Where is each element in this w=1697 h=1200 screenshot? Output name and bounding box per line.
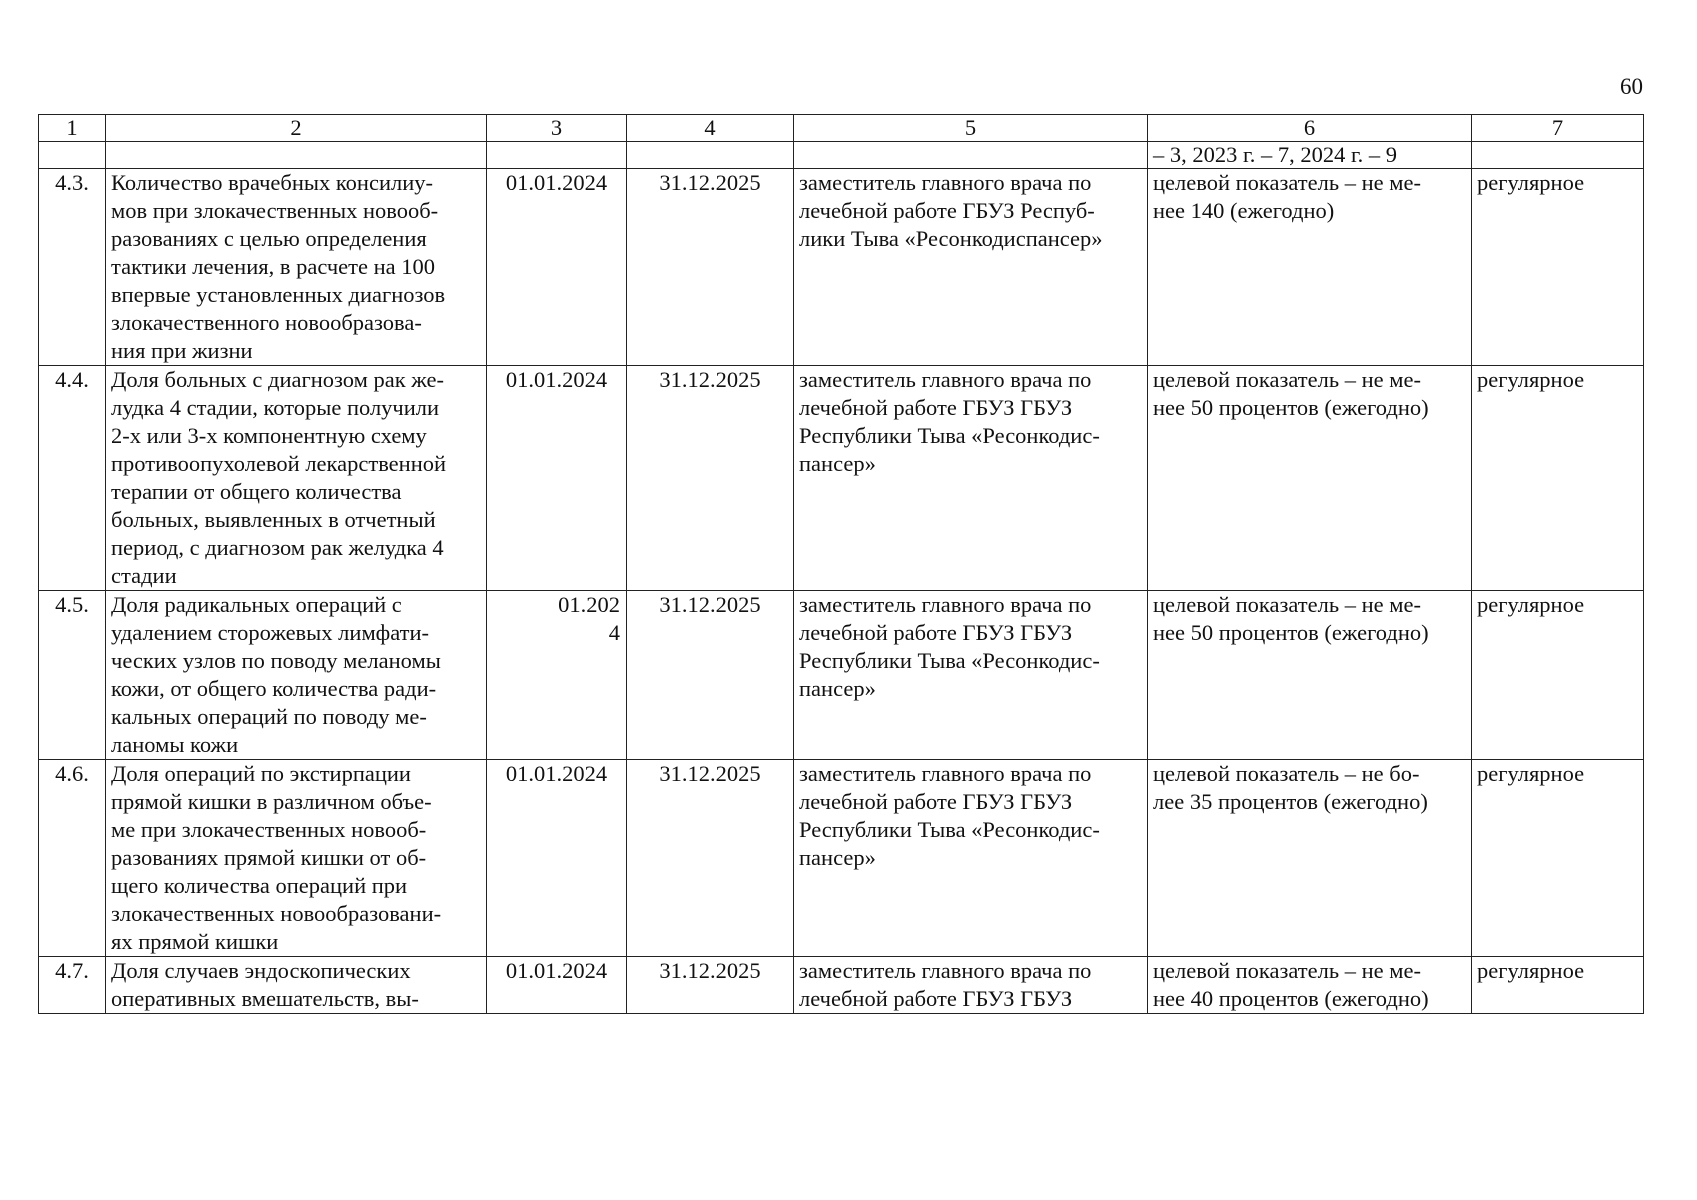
cont-cell-3 xyxy=(487,142,627,169)
measure-type: регулярное xyxy=(1472,591,1644,760)
start-date-line: 01.01.2024 xyxy=(505,367,608,392)
end-date: 31.12.2025 xyxy=(627,760,794,957)
header-row xyxy=(39,115,1644,142)
cont-cell-2 xyxy=(106,142,487,169)
responsible-person-line: лечебной работе ГБУЗ ГБУЗ xyxy=(799,789,1073,814)
target-indicator-line: целевой показатель – не ме- xyxy=(1153,592,1421,617)
measure-description-line: ланомы кожи xyxy=(111,732,239,757)
responsible-person-line: пансер» xyxy=(799,845,876,870)
responsible-person-line: лечебной работе ГБУЗ ГБУЗ xyxy=(799,986,1073,1011)
measure-description-line: тактики лечения, в расчете на 100 xyxy=(111,254,436,279)
responsible-person-line: заместитель главного врача по xyxy=(799,170,1092,195)
row-number: 4.3. xyxy=(39,169,106,366)
table-row xyxy=(39,591,1644,760)
header-col-7: 7 xyxy=(1472,115,1644,142)
cont-cell-7 xyxy=(1472,142,1644,169)
start-date-line: 01.202 xyxy=(558,592,620,617)
start-date xyxy=(487,591,627,760)
measure-description-line: мов при злокачественных новооб- xyxy=(111,198,439,223)
measure-description-line: период, с диагнозом рак желудка 4 xyxy=(111,535,444,560)
measure-description-line: Доля больных с диагнозом рак же- xyxy=(111,367,444,392)
measure-description-line: больных, выявленных в отчетный xyxy=(111,507,436,532)
responsible-person xyxy=(794,169,1148,366)
responsible-person xyxy=(794,957,1148,1014)
responsible-person-line: заместитель главного врача по xyxy=(799,592,1092,617)
end-date: 31.12.2025 xyxy=(627,169,794,366)
header-col-3: 3 xyxy=(487,115,627,142)
responsible-person xyxy=(794,366,1148,591)
measures-table xyxy=(38,114,1644,1014)
measure-description-line: удалением сторожевых лимфати- xyxy=(111,620,430,645)
responsible-person-line: пансер» xyxy=(799,451,876,476)
measure-type: регулярное xyxy=(1472,760,1644,957)
target-indicator-line: нее 140 (ежегодно) xyxy=(1153,198,1335,223)
measure-description-line: злокачественного новообразова- xyxy=(111,310,422,335)
target-indicator xyxy=(1148,760,1472,957)
row-number: 4.4. xyxy=(39,366,106,591)
measure-description xyxy=(106,366,487,591)
responsible-person-line: Республики Тыва «Ресонкодис- xyxy=(799,423,1100,448)
start-date xyxy=(487,169,627,366)
measure-description-line: лудка 4 стадии, которые получили xyxy=(111,395,440,420)
target-indicator xyxy=(1148,169,1472,366)
measure-description-line: оперативных вмешательств, вы- xyxy=(111,986,419,1011)
measure-description-line: щего количества операций при xyxy=(111,873,408,898)
measure-type: регулярное xyxy=(1472,366,1644,591)
measure-description-line: ния при жизни xyxy=(111,338,253,363)
end-date: 31.12.2025 xyxy=(627,957,794,1014)
responsible-person xyxy=(794,760,1148,957)
end-date: 31.12.2025 xyxy=(627,366,794,591)
start-date-line: 01.01.2024 xyxy=(505,170,608,195)
measure-description-line: ческих узлов по поводу меланомы xyxy=(111,648,441,673)
target-indicator-line: лее 35 процентов (ежегодно) xyxy=(1153,789,1428,814)
header-col-5: 5 xyxy=(794,115,1148,142)
measure-description-line: Количество врачебных консилиу- xyxy=(111,170,433,195)
target-indicator-line: нее 50 процентов (ежегодно) xyxy=(1153,395,1429,420)
header-col-4: 4 xyxy=(627,115,794,142)
target-indicator-line: целевой показатель – не бо- xyxy=(1153,761,1420,786)
row-number: 4.7. xyxy=(39,957,106,1014)
measure-description-line: впервые установленных диагнозов xyxy=(111,282,446,307)
start-date xyxy=(487,366,627,591)
target-indicator xyxy=(1148,366,1472,591)
measure-type: регулярное xyxy=(1472,169,1644,366)
measure-description-line: разованиях с целью определения xyxy=(111,226,427,251)
measure-type: регулярное xyxy=(1472,957,1644,1014)
continuation-row xyxy=(39,142,1644,169)
responsible-person-line: лечебной работе ГБУЗ ГБУЗ xyxy=(799,620,1073,645)
responsible-person-line: лики Тыва «Ресонкодиспансер» xyxy=(799,226,1103,251)
cont-cell-4 xyxy=(627,142,794,169)
table-row xyxy=(39,169,1644,366)
measure-description-line: Доля случаев эндоскопических xyxy=(111,958,411,983)
target-indicator-line: целевой показатель – не ме- xyxy=(1153,170,1421,195)
measure-description xyxy=(106,169,487,366)
measure-description-line: терапии от общего количества xyxy=(111,479,402,504)
row-number: 4.6. xyxy=(39,760,106,957)
responsible-person-line: заместитель главного врача по xyxy=(799,761,1092,786)
measure-description-line: Доля операций по экстирпации xyxy=(111,761,411,786)
measure-description-line: противоопухолевой лекарственной xyxy=(111,451,447,476)
measure-description-line: 2-х или 3-х компонентную схему xyxy=(111,423,427,448)
target-indicator-line: нее 50 процентов (ежегодно) xyxy=(1153,620,1429,645)
measure-description-line: ме при злокачественных новооб- xyxy=(111,817,427,842)
measure-description-line: прямой кишки в различном объе- xyxy=(111,789,432,814)
header-col-1: 1 xyxy=(39,115,106,142)
target-indicator-line: целевой показатель – не ме- xyxy=(1153,367,1421,392)
responsible-person-line: пансер» xyxy=(799,676,876,701)
cont-cell-1 xyxy=(39,142,106,169)
start-date xyxy=(487,957,627,1014)
target-indicator xyxy=(1148,591,1472,760)
measure-description-line: стадии xyxy=(111,563,177,588)
target-indicator xyxy=(1148,957,1472,1014)
cont-cell-5 xyxy=(794,142,1148,169)
responsible-person-line: Республики Тыва «Ресонкодис- xyxy=(799,817,1100,842)
responsible-person-line: заместитель главного врача по xyxy=(799,367,1092,392)
target-indicator-line: нее 40 процентов (ежегодно) xyxy=(1153,986,1429,1011)
header-col-2: 2 xyxy=(106,115,487,142)
table-row xyxy=(39,760,1644,957)
start-date-line: 01.01.2024 xyxy=(505,958,608,983)
responsible-person-line: Республики Тыва «Ресонкодис- xyxy=(799,648,1100,673)
responsible-person-line: лечебной работе ГБУЗ ГБУЗ xyxy=(799,395,1073,420)
measure-description-line: кожи, от общего количества ради- xyxy=(111,676,437,701)
table-row xyxy=(39,957,1644,1014)
cont-cell-6: – 3, 2023 г. – 7, 2024 г. – 9 xyxy=(1148,142,1472,169)
start-date xyxy=(487,760,627,957)
target-indicator-line: целевой показатель – не ме- xyxy=(1153,958,1421,983)
start-date-line: 4 xyxy=(608,620,620,645)
measure-description-line: ях прямой кишки xyxy=(111,929,279,954)
measure-description xyxy=(106,591,487,760)
end-date: 31.12.2025 xyxy=(627,591,794,760)
row-number: 4.5. xyxy=(39,591,106,760)
measure-description xyxy=(106,760,487,957)
start-date-line: 01.01.2024 xyxy=(505,761,608,786)
header-col-6: 6 xyxy=(1148,115,1472,142)
measure-description xyxy=(106,957,487,1014)
measure-description-line: Доля радикальных операций с xyxy=(111,592,402,617)
table-row xyxy=(39,366,1644,591)
page-number: 60 xyxy=(1620,74,1643,99)
measure-description-line: разованиях прямой кишки от об- xyxy=(111,845,427,870)
responsible-person xyxy=(794,591,1148,760)
responsible-person-line: лечебной работе ГБУЗ Респуб- xyxy=(799,198,1095,223)
measure-description-line: злокачественных новообразовани- xyxy=(111,901,442,926)
measure-description-line: кальных операций по поводу ме- xyxy=(111,704,427,729)
responsible-person-line: заместитель главного врача по xyxy=(799,958,1092,983)
